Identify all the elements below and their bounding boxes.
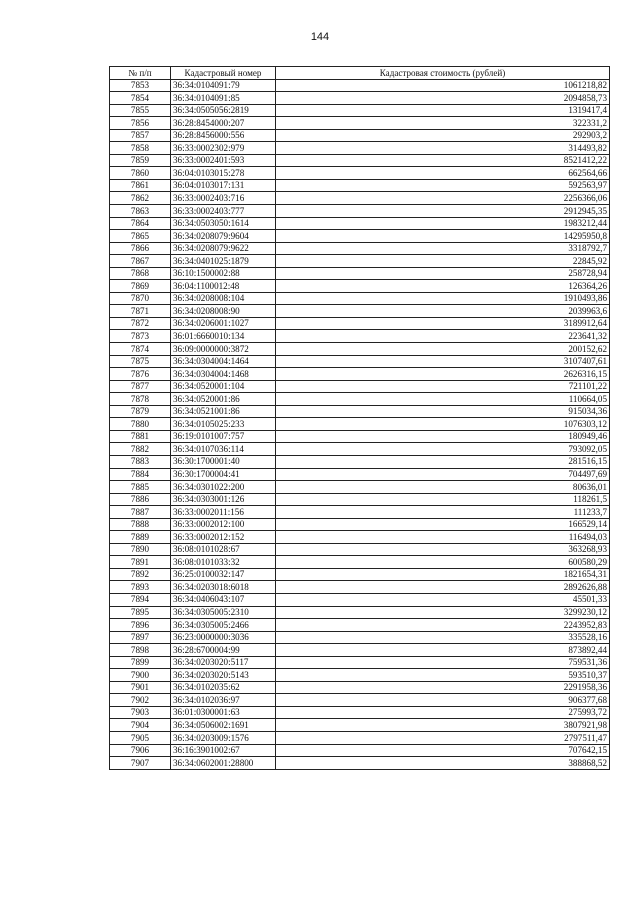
cadastral-number-cell: 36:30:1700004:41 xyxy=(171,468,276,481)
cadastral-number-cell: 36:34:0305005:2466 xyxy=(171,619,276,632)
table-row xyxy=(110,556,610,569)
cadastral-value-cell: 166529,14 xyxy=(276,518,610,531)
table-row xyxy=(110,631,610,644)
cadastral-number-cell: 36:34:0107036:114 xyxy=(171,443,276,456)
row-number-cell: 7858 xyxy=(110,142,171,155)
table-row xyxy=(110,280,610,293)
row-number-cell: 7870 xyxy=(110,292,171,305)
row-number-cell: 7891 xyxy=(110,556,171,569)
row-number-cell: 7884 xyxy=(110,468,171,481)
table-row xyxy=(110,104,610,117)
cadastral-value-cell: 2039963,6 xyxy=(276,305,610,318)
cadastral-number-cell: 36:09:0000000:3872 xyxy=(171,343,276,356)
table-row xyxy=(110,355,610,368)
table-row xyxy=(110,493,610,506)
cadastral-number-cell: 36:34:0208079:9622 xyxy=(171,242,276,255)
cadastral-number-cell: 36:10:1500002:88 xyxy=(171,267,276,280)
cadastral-number-cell: 36:34:0104091:79 xyxy=(171,79,276,92)
table-row xyxy=(110,568,610,581)
cadastral-value-cell: 1319417,4 xyxy=(276,104,610,117)
cadastral-number-cell: 36:34:0104091:85 xyxy=(171,92,276,105)
row-number-cell: 7868 xyxy=(110,267,171,280)
row-number-cell: 7893 xyxy=(110,581,171,594)
row-number-cell: 7875 xyxy=(110,355,171,368)
cadastral-number-cell: 36:04:0103015:278 xyxy=(171,167,276,180)
cadastral-number-cell: 36:34:0102036:97 xyxy=(171,694,276,707)
cadastral-number-cell: 36:34:0304004:1468 xyxy=(171,368,276,381)
cadastral-number-cell: 36:28:8456000:556 xyxy=(171,129,276,142)
cadastral-value-cell: 111233,7 xyxy=(276,506,610,519)
cadastral-number-cell: 36:04:1100012:48 xyxy=(171,280,276,293)
row-number-cell: 7855 xyxy=(110,104,171,117)
cadastral-value-cell: 14295950,8 xyxy=(276,230,610,243)
row-number-cell: 7896 xyxy=(110,619,171,632)
cadastral-value-cell: 126364,26 xyxy=(276,280,610,293)
row-number-cell: 7879 xyxy=(110,405,171,418)
table-row xyxy=(110,581,610,594)
row-number-cell: 7877 xyxy=(110,380,171,393)
cadastral-value-cell: 258728,94 xyxy=(276,267,610,280)
cadastral-value-cell: 292903,2 xyxy=(276,129,610,142)
column-header-number: № п/п xyxy=(110,67,171,80)
row-number-cell: 7857 xyxy=(110,129,171,142)
cadastral-value-cell: 2912945,35 xyxy=(276,205,610,218)
cadastral-number-cell: 36:34:0208079:9604 xyxy=(171,230,276,243)
cadastral-number-cell: 36:34:0203020:5117 xyxy=(171,656,276,669)
row-number-cell: 7886 xyxy=(110,493,171,506)
table-row xyxy=(110,405,610,418)
cadastral-value-cell: 314493,82 xyxy=(276,142,610,155)
cadastral-number-cell: 36:34:0102035:62 xyxy=(171,681,276,694)
table-row xyxy=(110,669,610,682)
cadastral-value-cell: 110664,05 xyxy=(276,393,610,406)
cadastral-number-cell: 36:33:0002011:156 xyxy=(171,506,276,519)
table-row xyxy=(110,330,610,343)
table-row xyxy=(110,380,610,393)
cadastral-value-table xyxy=(109,66,610,770)
table-row xyxy=(110,455,610,468)
table-row xyxy=(110,619,610,632)
cadastral-number-cell: 36:34:0203009:1576 xyxy=(171,731,276,744)
cadastral-number-cell: 36:25:0100032:147 xyxy=(171,568,276,581)
cadastral-number-cell: 36:30:1700001:40 xyxy=(171,455,276,468)
table-header xyxy=(110,67,610,80)
row-number-cell: 7860 xyxy=(110,167,171,180)
table-row xyxy=(110,368,610,381)
row-number-cell: 7865 xyxy=(110,230,171,243)
table-row xyxy=(110,305,610,318)
row-number-cell: 7894 xyxy=(110,593,171,606)
cadastral-number-cell: 36:34:0503050:1614 xyxy=(171,217,276,230)
row-number-cell: 7862 xyxy=(110,192,171,205)
row-number-cell: 7907 xyxy=(110,757,171,770)
row-number-cell: 7863 xyxy=(110,205,171,218)
cadastral-value-cell: 873892,44 xyxy=(276,644,610,657)
table-row xyxy=(110,681,610,694)
cadastral-value-cell: 8521412,22 xyxy=(276,154,610,167)
row-number-cell: 7895 xyxy=(110,606,171,619)
row-number-cell: 7897 xyxy=(110,631,171,644)
cadastral-value-cell: 45501,33 xyxy=(276,593,610,606)
cadastral-value-cell: 180949,46 xyxy=(276,430,610,443)
row-number-cell: 7901 xyxy=(110,681,171,694)
row-number-cell: 7899 xyxy=(110,656,171,669)
row-number-cell: 7873 xyxy=(110,330,171,343)
table-row xyxy=(110,217,610,230)
row-number-cell: 7905 xyxy=(110,731,171,744)
cadastral-value-cell: 363268,93 xyxy=(276,543,610,556)
cadastral-value-cell: 915034,36 xyxy=(276,405,610,418)
row-number-cell: 7881 xyxy=(110,430,171,443)
row-number-cell: 7885 xyxy=(110,481,171,494)
cadastral-value-cell: 1821654,31 xyxy=(276,568,610,581)
cadastral-value-cell: 281516,15 xyxy=(276,455,610,468)
table-row xyxy=(110,230,610,243)
cadastral-value-cell: 2243952,83 xyxy=(276,619,610,632)
cadastral-number-cell: 36:34:0520001:104 xyxy=(171,380,276,393)
cadastral-number-cell: 36:16:3901002:67 xyxy=(171,744,276,757)
row-number-cell: 7882 xyxy=(110,443,171,456)
table-row xyxy=(110,154,610,167)
row-number-cell: 7903 xyxy=(110,706,171,719)
cadastral-value-cell: 759531,36 xyxy=(276,656,610,669)
cadastral-number-cell: 36:34:0505056:2819 xyxy=(171,104,276,117)
row-number-cell: 7887 xyxy=(110,506,171,519)
table-row xyxy=(110,706,610,719)
cadastral-value-cell: 3807921,98 xyxy=(276,719,610,732)
cadastral-value-cell: 704497,69 xyxy=(276,468,610,481)
cadastral-number-cell: 36:34:0602001:28800 xyxy=(171,757,276,770)
cadastral-value-cell: 2256366,06 xyxy=(276,192,610,205)
table-row xyxy=(110,129,610,142)
cadastral-value-cell: 662564,66 xyxy=(276,167,610,180)
cadastral-number-cell: 36:33:0002302:979 xyxy=(171,142,276,155)
row-number-cell: 7869 xyxy=(110,280,171,293)
row-number-cell: 7867 xyxy=(110,255,171,268)
row-number-cell: 7878 xyxy=(110,393,171,406)
cadastral-number-cell: 36:34:0401025:1879 xyxy=(171,255,276,268)
cadastral-value-cell: 118261,5 xyxy=(276,493,610,506)
row-number-cell: 7892 xyxy=(110,568,171,581)
table-row xyxy=(110,343,610,356)
row-number-cell: 7904 xyxy=(110,719,171,732)
cadastral-number-cell: 36:04:0103017:131 xyxy=(171,179,276,192)
table-row xyxy=(110,317,610,330)
cadastral-number-cell: 36:34:0303001:126 xyxy=(171,493,276,506)
cadastral-value-cell: 275993,72 xyxy=(276,706,610,719)
cadastral-value-cell: 906377,68 xyxy=(276,694,610,707)
row-number-cell: 7898 xyxy=(110,644,171,657)
cadastral-value-cell: 22845,92 xyxy=(276,255,610,268)
row-number-cell: 7906 xyxy=(110,744,171,757)
table-row xyxy=(110,255,610,268)
row-number-cell: 7859 xyxy=(110,154,171,167)
table-row xyxy=(110,656,610,669)
table-row xyxy=(110,481,610,494)
table-row xyxy=(110,644,610,657)
table-body xyxy=(110,79,610,769)
table-row xyxy=(110,719,610,732)
table-row xyxy=(110,167,610,180)
row-number-cell: 7900 xyxy=(110,669,171,682)
table-row xyxy=(110,267,610,280)
cadastral-number-cell: 36:34:0301022:200 xyxy=(171,481,276,494)
cadastral-number-cell: 36:34:0203018:6018 xyxy=(171,581,276,594)
table-row xyxy=(110,393,610,406)
cadastral-value-cell: 80636,01 xyxy=(276,481,610,494)
table-row xyxy=(110,606,610,619)
cadastral-number-cell: 36:34:0305005:2310 xyxy=(171,606,276,619)
cadastral-value-cell: 1983212,44 xyxy=(276,217,610,230)
table-row xyxy=(110,757,610,770)
table-row xyxy=(110,694,610,707)
row-number-cell: 7861 xyxy=(110,179,171,192)
cadastral-value-cell: 600580,29 xyxy=(276,556,610,569)
cadastral-number-cell: 36:01:6660010:134 xyxy=(171,330,276,343)
table-row xyxy=(110,744,610,757)
row-number-cell: 7902 xyxy=(110,694,171,707)
page-number: 144 xyxy=(310,31,330,43)
row-number-cell: 7854 xyxy=(110,92,171,105)
cadastral-value-cell: 793092,05 xyxy=(276,443,610,456)
table-row xyxy=(110,518,610,531)
table-row xyxy=(110,418,610,431)
column-header-cadastral-number: Кадастровый номер xyxy=(171,67,276,80)
row-number-cell: 7874 xyxy=(110,343,171,356)
table-row xyxy=(110,430,610,443)
table-row xyxy=(110,142,610,155)
cadastral-number-cell: 36:34:0208008:104 xyxy=(171,292,276,305)
table-row xyxy=(110,242,610,255)
table-row xyxy=(110,117,610,130)
cadastral-value-cell: 3299230,12 xyxy=(276,606,610,619)
cadastral-value-cell: 2094858,73 xyxy=(276,92,610,105)
row-number-cell: 7888 xyxy=(110,518,171,531)
row-number-cell: 7872 xyxy=(110,317,171,330)
row-number-cell: 7890 xyxy=(110,543,171,556)
cadastral-number-cell: 36:33:0002401:593 xyxy=(171,154,276,167)
cadastral-number-cell: 36:34:0304004:1464 xyxy=(171,355,276,368)
row-number-cell: 7856 xyxy=(110,117,171,130)
cadastral-value-cell: 1076303,12 xyxy=(276,418,610,431)
column-header-cadastral-value: Кадастровая стоимость (рублей) xyxy=(276,67,610,80)
cadastral-value-cell: 2892626,88 xyxy=(276,581,610,594)
cadastral-number-cell: 36:34:0521001:86 xyxy=(171,405,276,418)
cadastral-number-cell: 36:34:0208008:90 xyxy=(171,305,276,318)
cadastral-value-cell: 3189912,64 xyxy=(276,317,610,330)
cadastral-number-cell: 36:34:0506002:1691 xyxy=(171,719,276,732)
cadastral-value-cell: 721101,22 xyxy=(276,380,610,393)
cadastral-value-cell: 3107407,61 xyxy=(276,355,610,368)
cadastral-number-cell: 36:28:8454000:207 xyxy=(171,117,276,130)
cadastral-value-cell: 388868,52 xyxy=(276,757,610,770)
table-row xyxy=(110,593,610,606)
cadastral-value-cell: 2291958,36 xyxy=(276,681,610,694)
cadastral-number-cell: 36:28:6700004:99 xyxy=(171,644,276,657)
row-number-cell: 7864 xyxy=(110,217,171,230)
cadastral-number-cell: 36:34:0203020:5143 xyxy=(171,669,276,682)
header-row xyxy=(110,67,610,80)
cadastral-number-cell: 36:34:0520001:86 xyxy=(171,393,276,406)
table-row xyxy=(110,543,610,556)
table-row xyxy=(110,179,610,192)
cadastral-value-cell: 707642,15 xyxy=(276,744,610,757)
cadastral-value-cell: 2626316,15 xyxy=(276,368,610,381)
cadastral-value-cell: 335528,16 xyxy=(276,631,610,644)
table-row xyxy=(110,192,610,205)
table-row xyxy=(110,292,610,305)
table-row xyxy=(110,92,610,105)
cadastral-number-cell: 36:08:0101033:32 xyxy=(171,556,276,569)
cadastral-number-cell: 36:23:0000000:3036 xyxy=(171,631,276,644)
table-row xyxy=(110,443,610,456)
row-number-cell: 7876 xyxy=(110,368,171,381)
cadastral-number-cell: 36:34:0105025:233 xyxy=(171,418,276,431)
cadastral-value-cell: 593510,37 xyxy=(276,669,610,682)
row-number-cell: 7866 xyxy=(110,242,171,255)
cadastral-number-cell: 36:34:0406043:107 xyxy=(171,593,276,606)
table-row xyxy=(110,79,610,92)
cadastral-value-cell: 1061218,82 xyxy=(276,79,610,92)
cadastral-value-cell: 3318792,7 xyxy=(276,242,610,255)
table-row xyxy=(110,731,610,744)
cadastral-value-cell: 2797511,47 xyxy=(276,731,610,744)
cadastral-number-cell: 36:33:0002012:100 xyxy=(171,518,276,531)
cadastral-number-cell: 36:08:0101028:67 xyxy=(171,543,276,556)
cadastral-number-cell: 36:01:0300001:63 xyxy=(171,706,276,719)
row-number-cell: 7871 xyxy=(110,305,171,318)
table-row xyxy=(110,468,610,481)
cadastral-number-cell: 36:34:0206001:1027 xyxy=(171,317,276,330)
table-row xyxy=(110,531,610,544)
row-number-cell: 7883 xyxy=(110,455,171,468)
table-row xyxy=(110,506,610,519)
cadastral-number-cell: 36:33:0002403:777 xyxy=(171,205,276,218)
row-number-cell: 7889 xyxy=(110,531,171,544)
cadastral-number-cell: 36:33:0002012:152 xyxy=(171,531,276,544)
cadastral-number-cell: 36:19:0101007:757 xyxy=(171,430,276,443)
row-number-cell: 7853 xyxy=(110,79,171,92)
cadastral-value-cell: 592563,97 xyxy=(276,179,610,192)
cadastral-value-cell: 1910493,86 xyxy=(276,292,610,305)
cadastral-value-cell: 322331,2 xyxy=(276,117,610,130)
table-row xyxy=(110,205,610,218)
cadastral-value-cell: 116494,03 xyxy=(276,531,610,544)
cadastral-number-cell: 36:33:0002403:716 xyxy=(171,192,276,205)
cadastral-value-cell: 223641,32 xyxy=(276,330,610,343)
row-number-cell: 7880 xyxy=(110,418,171,431)
cadastral-value-cell: 200152,62 xyxy=(276,343,610,356)
